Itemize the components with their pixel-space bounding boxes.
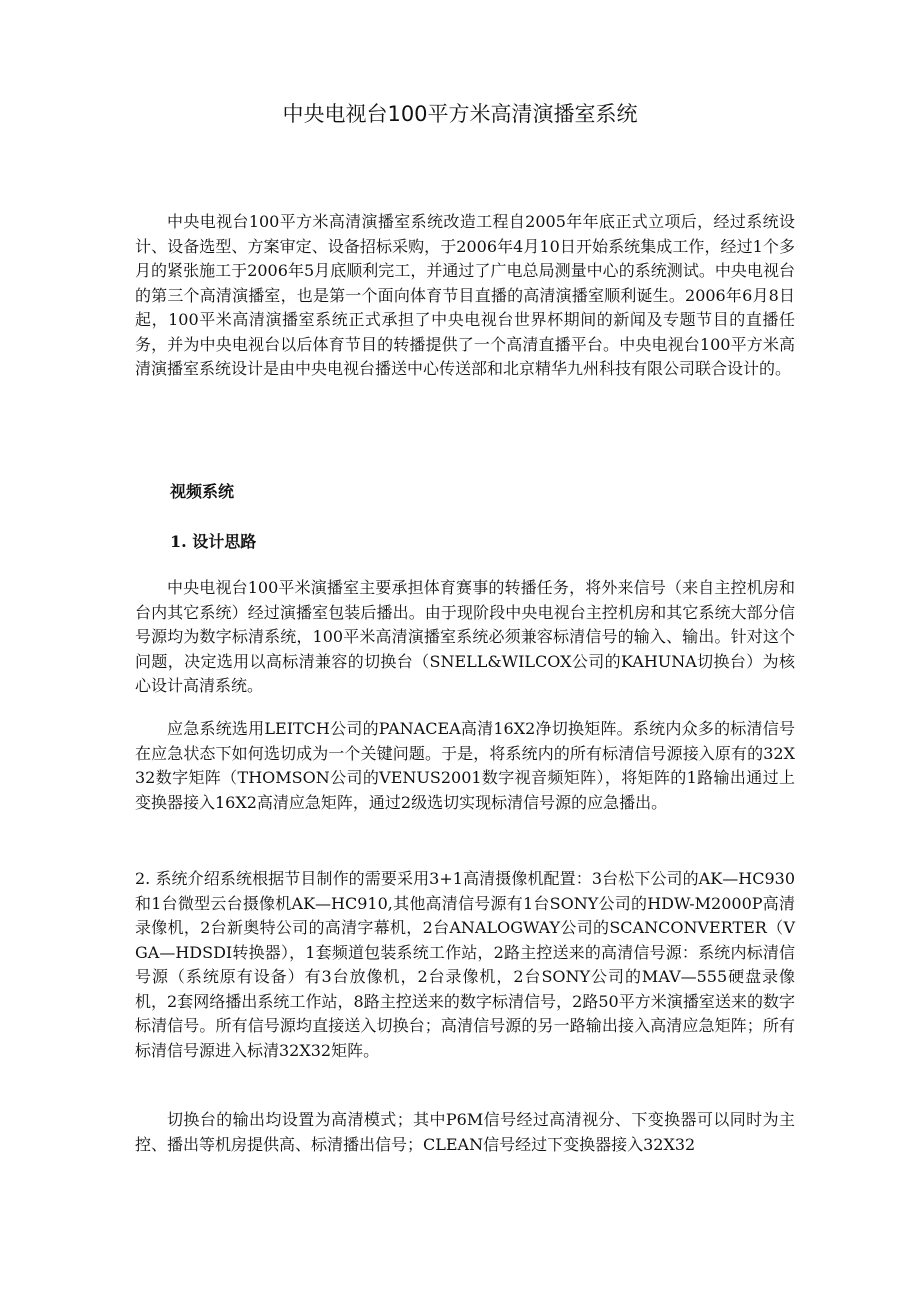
document-title: 中央电视台100平方米高清演播室系统 xyxy=(282,102,638,126)
intro-paragraph: 中央电视台100平方米高清演播室系统改造工程自2005年年底正式立项后，经过系统设计、设备选型、方案审定、设备招标采购，于2006年4月10日开始系统集成工作，经过1个多月的紧张施工于2006年5月底顺利完工，并通过了广电总局测量中心的系统测试。中央电视台的第三个高清演播室，也是第一个面向体育节目直播的高清演播室顺利诞生。2006年6月8日起，100平米高清演播室系统正式承担了中央电视台世界杯期间的新闻及专题节目的直播任务，并为中央电视台以后体育节目的转播提供了一个高清直播平台。中央电视台100平方米高清演播室系统设计是由中央电视台播送中心传送部和北京精华九州科技有限公司联合设计的。 xyxy=(135,212,795,378)
switcher-output-paragraph: 切换台的输出均设置为高清模式；其中P6M信号经过高清视分、下变换器可以同时为主控、播出等机房提供高、标清播出信号；CLEAN信号经过下变换器接入32X32 xyxy=(135,1110,795,1154)
emergency-system-paragraph: 应急系统选用LEITCH公司的PANACEA高清16X2净切换矩阵。系统内众多的标清信号在应急状态下如何选切成为一个关键问题。于是，将系统内的所有标清信号源接入原有的32X32数字矩阵（THOMSON公司的VENUS2001数字视音频矩阵），将矩阵的1路输出通过上变换器接入16X2高清应急矩阵，通过2级选切实现标清信号源的应急播出。 xyxy=(135,719,795,812)
subsection-heading-design: 1. 设计思路 xyxy=(170,532,257,551)
section-heading-video-system: 视频系统 xyxy=(170,482,235,501)
design-paragraph: 中央电视台100平米演播室主要承担体育赛事的转播任务，将外来信号（来自主控机房和台内其它系统）经过演播室包装后播出。由于现阶段中央电视台主控机房和其它系统大部分信号源均为数字标清系统，100平米高清演播室系统必须兼容标清信号的输入、输出。针对这个问题，决定选用以高标清兼容的切换台（SNELL&WILCOX公司的KAHUNA切换台）为核心设计高清系统。 xyxy=(135,578,795,695)
system-introduction-paragraph: 2. 系统介绍系统根据节目制作的需要采用3+1高清摄像机配置：3台松下公司的AK—HC930和1台微型云台摄像机AK—HC910,其他高清信号源有1台SONY公司的HDW-M2000P高清录像机，2台新奥特公司的高清字幕机，2台ANALOGWAY公司的SCANCONVERTER（VGA—HDSDI转换器），1套频道包装系统工作站，2路主控送来的高清信号源：系统内标清信号源（系统原有设备）有3台放像机，2台录像机，2台SONY公司的MAV—555硬盘录像机，2套网络播出系统工作站，8路主控送来的数字标清信号，2路50平方米演播室送来的数字标清信号。所有信号源均直接送入切换台；高清信号源的另一路输出接入高清应急矩阵；所有标清信号源进入标清32X32矩阵。 xyxy=(135,869,795,1060)
